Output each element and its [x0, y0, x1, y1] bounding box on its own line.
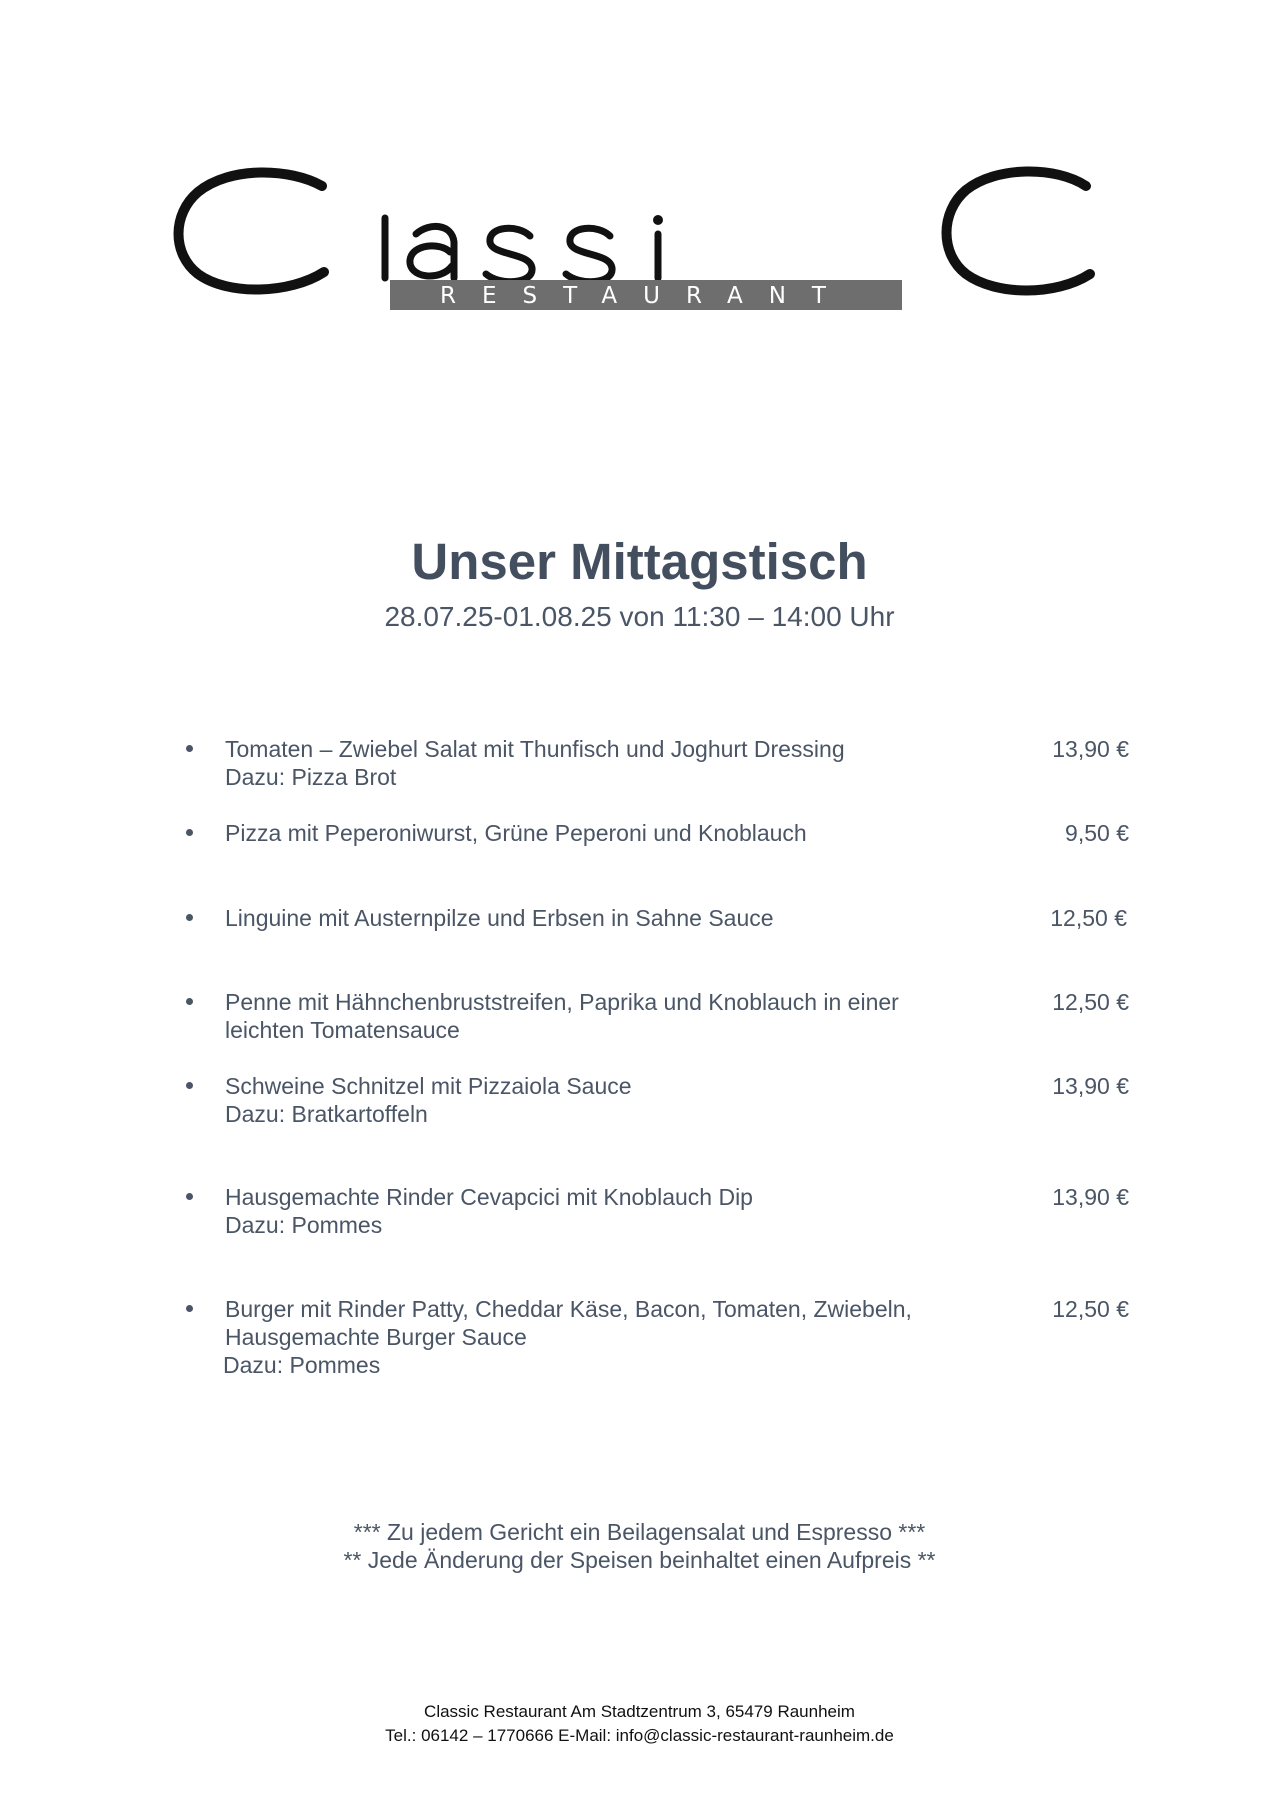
menu-item-line: Hausgemachte Rinder Cevapcici mit Knoblauch Dip	[225, 1184, 753, 1210]
restaurant-logo	[0, 150, 1279, 320]
menu-item-line: Linguine mit Austernpilze und Erbsen in Sahne Sauce	[225, 905, 774, 931]
menu-item-price: 9,50 €	[1065, 820, 1129, 846]
bullet-icon	[186, 998, 193, 1005]
page-title: Unser Mittagstisch	[411, 533, 868, 590]
footer-address: Classic Restaurant Am Stadtzentrum 3, 65479 Raunheim	[424, 1702, 855, 1721]
menu-item-description	[225, 1295, 985, 1379]
bullet-icon	[186, 1082, 193, 1089]
menu-item-price: 13,90 €	[1052, 1073, 1129, 1099]
menu-item-line: Dazu: Pizza Brot	[225, 764, 397, 790]
bullet-icon	[186, 829, 193, 836]
menu-item-line: Dazu: Bratkartoffeln	[225, 1101, 428, 1127]
footer-contact: Tel.: 06142 – 1770666 E-Mail: info@classic-restaurant-raunheim.de	[385, 1726, 894, 1745]
bullet-icon	[186, 914, 193, 921]
menu-item-line: Pizza mit Peperoniwurst, Grüne Peperoni und Knoblauch	[225, 820, 807, 846]
menu-item-description	[225, 735, 985, 791]
footer	[0, 1700, 1279, 1748]
bullet-icon	[186, 1193, 193, 1200]
note-line: ** Jede Änderung der Speisen beinhaltet einen Aufpreis **	[343, 1547, 936, 1573]
menu-item-description	[225, 904, 985, 932]
menu-notes	[0, 1518, 1279, 1574]
menu-item-line: Penne mit Hähnchenbruststreifen, Paprika und Knoblauch in einer	[225, 989, 899, 1015]
menu-item-description	[225, 988, 985, 1044]
menu-item-description	[225, 819, 985, 847]
bullet-icon	[186, 745, 193, 752]
menu-item-line: Tomaten – Zwiebel Salat mit Thunfisch und Joghurt Dressing	[225, 736, 845, 762]
menu-item-description	[225, 1183, 985, 1239]
menu-item-price: 12,50 €	[1050, 905, 1127, 931]
note-line: *** Zu jedem Gericht ein Beilagensalat und Espresso ***	[353, 1519, 926, 1545]
menu-item-description	[225, 1072, 985, 1128]
menu-item-price: 13,90 €	[1052, 1184, 1129, 1210]
date-time-range: 28.07.25-01.08.25 von 11:30 – 14:00 Uhr	[384, 601, 895, 632]
menu-item-price: 13,90 €	[1052, 736, 1129, 762]
menu-item-line: Dazu: Pommes	[225, 1212, 383, 1238]
menu-item-line: Hausgemachte Burger Sauce	[225, 1324, 527, 1350]
svg-text:RESTAURANT: RESTAURANT	[440, 283, 852, 309]
bullet-icon	[186, 1305, 193, 1312]
menu-item-line: leichten Tomatensauce	[225, 1017, 460, 1043]
menu-item-line: Burger mit Rinder Patty, Cheddar Käse, Bacon, Tomaten, Zwiebeln,	[225, 1296, 912, 1322]
menu-item-line: Dazu: Pommes	[223, 1352, 381, 1378]
menu-item-price: 12,50 €	[1052, 1296, 1129, 1322]
menu-item-price: 12,50 €	[1052, 989, 1129, 1015]
menu-item-line: Schweine Schnitzel mit Pizzaiola Sauce	[225, 1073, 632, 1099]
